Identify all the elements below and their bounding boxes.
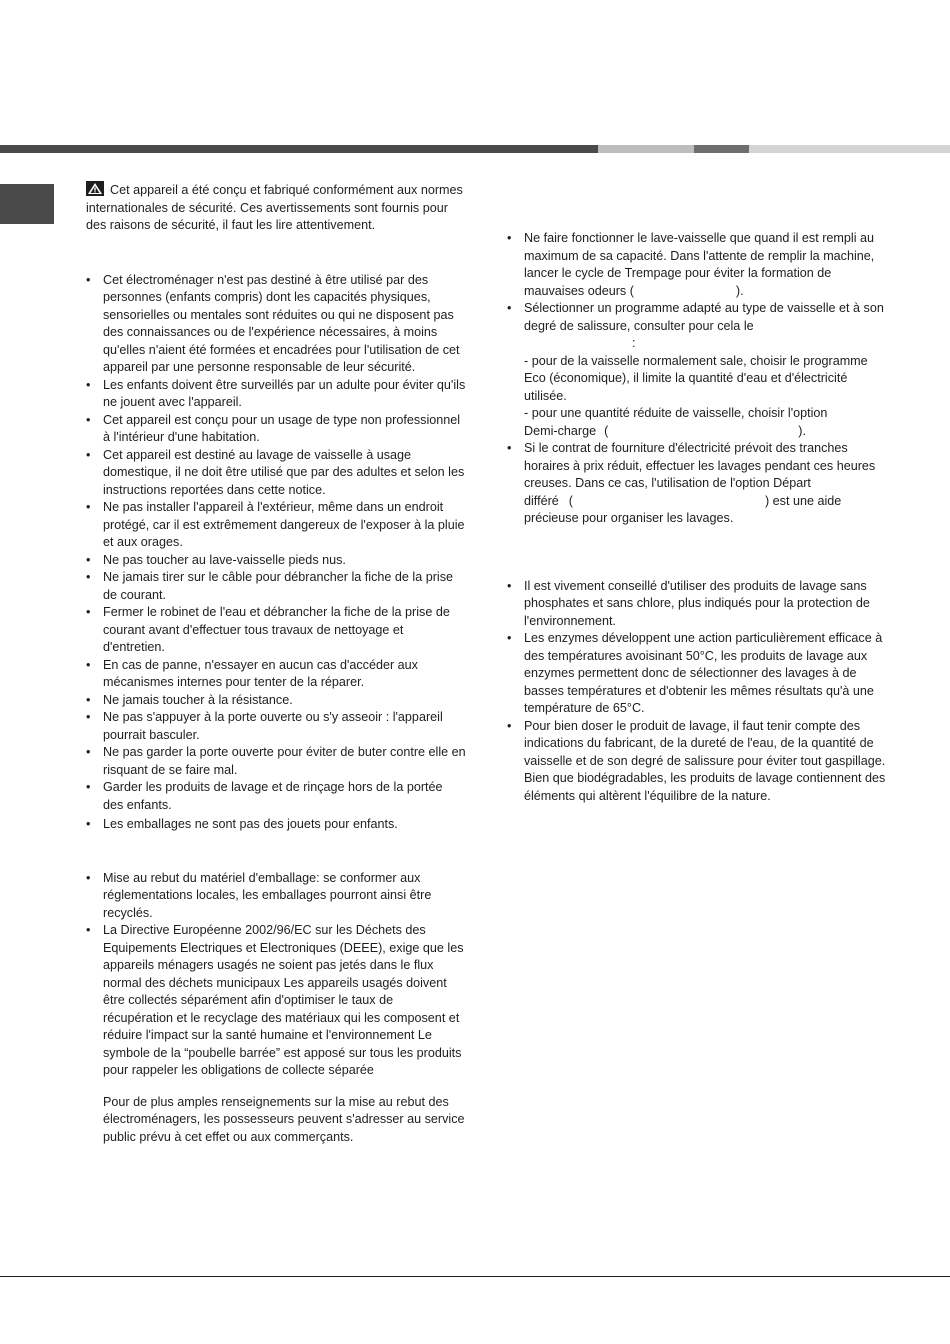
safety-intro-text: Cet appareil a été conçu et fabriqué conformément aux normes internationales de sécurité. Ces avertissements sont fournis pour des raisons de sécurité, il faut les lire attentivement.	[86, 183, 463, 232]
header-bar-mid	[694, 145, 749, 153]
list-item: • Fermer le robinet de l'eau et débrancher la fiche de la prise de courant avant d'effectuer tous travaux de nettoyage et d'entretien.	[86, 605, 450, 654]
header-bar-light-right	[749, 145, 950, 153]
list-item: • Ne pas installer l'appareil à l'extérieur, même dans un endroit protégé, car il est extrêmement dangereux de l'exposer à la pluie et aux orages.	[86, 500, 465, 549]
list-item: • Les enzymes développent une action particulièrement efficace à des températures avoisinant 50°C, les produits de lavage aux enzymes permettent donc de sélectionner des lavages à de basses températures et d'obtenir les mêmes résultats qu'à une température de 65°C.	[507, 631, 883, 715]
list-item: • Il est vivement conseillé d'utiliser des produits de lavage sans phosphates et sans chlore, plus indiqués pour la protection de l'environnement.	[507, 578, 870, 628]
list-item: • Si le contrat de fourniture d'électricité prévoit des tranches horaires à prix réduit, effectuer les lavages pendant ces heures creuses. Dans ce cas, l'utilisation de l'option Départ différé ( ) est une aide précieuse pour organiser les lavages.	[507, 441, 876, 525]
list-item: • Cet appareil est destiné au lavage de vaisselle à usage domestique, il ne doit être utilisé que par des adultes et selon les instructions reportées dans cette notice.	[86, 447, 465, 497]
safety-intro	[86, 181, 466, 235]
header-bar-light	[598, 145, 694, 153]
list-item: • Sélectionner un programme adapté au type de vaisselle et à son degré de salissure, consulter pour cela le : - pour de la vaisselle normalement sale, choisir le programme Eco (économique), il limite la quantité d'eau et d'électricité utilisée. - pour une quantité réduite de vaisselle, choisir l'option Demi-charge ( ).	[507, 301, 884, 438]
list-item: • Ne jamais tirer sur le câble pour débrancher la fiche de la prise de courant.	[86, 570, 453, 602]
saving-list	[507, 230, 887, 528]
disposal-list	[86, 870, 466, 1080]
left-column	[86, 181, 466, 1146]
list-item: • Ne jamais toucher à la résistance.	[86, 692, 293, 707]
list-item: • Cet appareil est conçu pour un usage de type non professionnel à l'intérieur d'une habitation.	[86, 412, 461, 444]
list-item: • Pour bien doser le produit de lavage, il faut tenir compte des indications du fabricant, de la dureté de l'eau, de la quantité de vaisselle et de son degré de salissure pour éviter tout gaspillage. Bien que biodégradables, les produits de lavage contiennent des éléments qui altèrent l'équilibre de la nature.	[507, 718, 886, 803]
right-column	[507, 230, 887, 805]
list-item: • En cas de panne, n'essayer en aucun cas d'accéder aux mécanismes internes pour tenter de la réparer.	[86, 657, 418, 689]
list-item: • Ne pas s'appuyer à la porte ouverte ou s'y asseoir : l'appareil pourrait basculer.	[86, 710, 443, 742]
warning-icon	[86, 181, 104, 196]
list-item: • Cet électroménager n'est pas destiné à être utilisé par des personnes (enfants compris) dont les capacités physiques, sensorielles ou mentales sont réduites ou qui ne disposent pas des connaissances ou de l'expérience nécessaires, à moins qu'elles n'aient été formées et encadrées pour l'utilisation de cet appareil par une personne responsable de leur sécurité.	[86, 272, 460, 374]
list-item: • Ne pas toucher au lave-vaisselle pieds nus.	[86, 552, 346, 567]
header-bar-dark	[0, 145, 598, 153]
safety-list	[86, 272, 466, 834]
list-item: • Garder les produits de lavage et de rinçage hors de la portée des enfants.	[86, 780, 443, 812]
list-item: • La Directive Européenne 2002/96/EC sur les Déchets des Equipements Electriques et Electroniques (DEEE), exige que les appareils ménagers usagés ne soient pas jetés dans le flux normal des déchets municipaux Les appareils usagés doivent être collectés séparément afin d'optimiser le taux de récupération et le recyclage des matériaux qui les composent et réduire l'impact sur la santé humaine et l'environnement Le symbole de la “poubelle barrée” est apposé sur tous les produits pour rappeler les obligations de collecte séparée	[86, 923, 464, 1077]
list-item: • Les emballages ne sont pas des jouets pour enfants.	[86, 817, 398, 831]
detergent-list	[507, 578, 887, 806]
list-item: • Ne faire fonctionner le lave-vaisselle que quand il est rempli au maximum de sa capacité. Dans l'attente de remplir la machine, lancer le cycle de Trempage pour éviter la formation de mauvaises odeurs ( ).	[507, 231, 875, 298]
list-item: • Les enfants doivent être surveillés par un adulte pour éviter qu'ils ne jouent avec l'appareil.	[86, 377, 466, 409]
language-tab	[0, 184, 54, 224]
disposal-note: Pour de plus amples renseignements sur la mise au rebut des électroménagers, les possesseurs peuvent s'adresser au service public prévu à cet effet ou aux commerçants.	[103, 1094, 465, 1144]
bottom-rule	[0, 1276, 950, 1277]
list-item: • Ne pas garder la porte ouverte pour éviter de buter contre elle en risquant de se faire mal.	[86, 745, 466, 777]
list-item: • Mise au rebut du matériel d'emballage: se conformer aux réglementations locales, les emballages pourront ainsi être recyclés.	[86, 870, 432, 920]
